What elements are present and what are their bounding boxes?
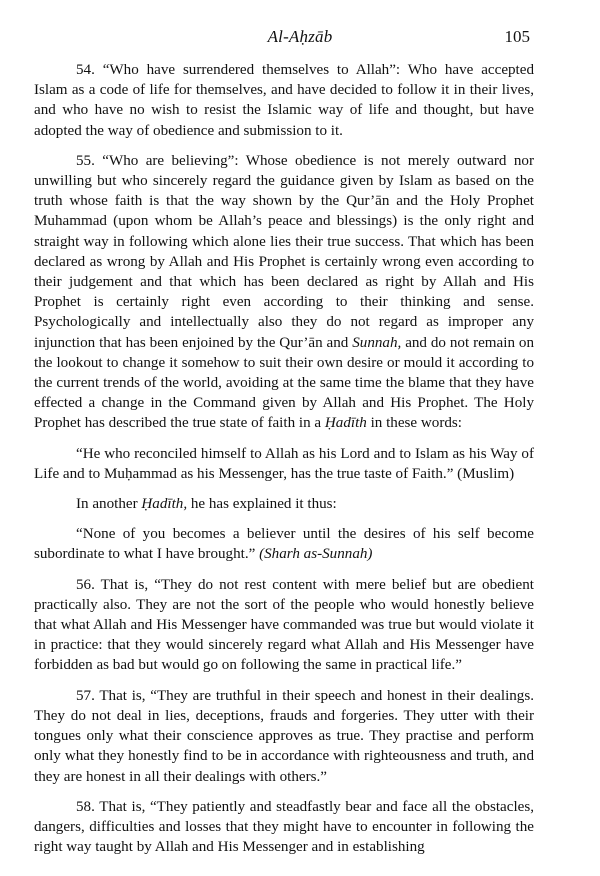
note-56: 56. That is, “They do not rest content with mere belief but are obedient practically also. They are not the sort of the people who would honestly believe that what Allah and His Messenger have commanded was true but would violate it in practice: that they would sincerely regard what Allah and His Messenger have forbidden as bad but would go on following the same in practical life.” (34, 576, 534, 674)
hadith-intro-2 (34, 494, 534, 514)
note-55 (34, 151, 534, 434)
hadith-quote-1: “He who reconciled himself to Allah as his Lord and to Islam as his Way of Life and to Muḥammad as his Messenger, has the true taste of Faith.” (Muslim) (34, 445, 534, 482)
note-58: 58. That is, “They patiently and steadfastly bear and face all the obstacles, dangers, difficulties and losses that they might have to encounter in following the right way taught by Allah and His Messenger and in establishing (34, 798, 534, 856)
note-55-text-c: in these words: (366, 415, 462, 432)
note-55-text-b: and do not remain on the lookout to change it somehow to suit their own desire or mould it according to the current trends of the world, avoiding at the same time the blame that they have effected a change in the Command given by Allah and His Prophet. The Holy Prophet has described the true state of faith in a (34, 334, 534, 432)
quote-2-source: (Sharh as-Sunnah) (259, 546, 373, 563)
intro-2-hadith: Ḥadīth, (141, 496, 188, 513)
body-text (34, 60, 534, 857)
running-title: Al-Aḥzāb (267, 27, 333, 46)
note-57: 57. That is, “They are truthful in their speech and honest in their dealings. They do not deal in lies, deceptions, frauds and forgeries. They utter with their tongues only what their conscience approves as true. They practise and perform only what they honestly find to be in accordance with righteousness and truth, and they are honest in all their dealings with others.” (34, 687, 534, 785)
page-number: 105 (504, 27, 530, 46)
note-55-text-a: 55. “Who are believing”: Whose obedience is not merely outward nor unwilling but who sincerely regard the guidance given by Islam as based on the truth whose faith is that the way shown by the Qur’ān and the Holy Prophet Muhammad (upon whom be Allah’s peace and blessings) is the only right and straight way in following which alone lies their true success. That which has been declared as wrong by Allah and His Prophet is certainly wrong even according to their judgement and that which has been declared as right by Allah and His Prophet is certainly right even according to their thinking and sense. Psychologically and intellectually also they do not regard as improper any injunction that has been enjoined by the Qur’ān and (34, 152, 534, 351)
intro-2-text-b: he has explained it thus: (187, 496, 337, 513)
note-54: 54. “Who have surrendered themselves to Allah”: Who have accepted Islam as a code of life for themselves, and have decided to follow it in their lives, and who have no wish to resist the Islamic way of life and thought, but have adopted the way of obedience and submission to it. (34, 62, 534, 139)
hadith-quote-2 (34, 524, 534, 564)
intro-2-text-a: In another (76, 496, 142, 513)
note-55-sunnah: Sunnah, (352, 334, 402, 351)
quote-2-text: “None of you becomes a believer until the desires of his self become subordinate to what I have brought.” (34, 526, 534, 563)
note-55-hadith: Ḥadīth (324, 415, 367, 432)
